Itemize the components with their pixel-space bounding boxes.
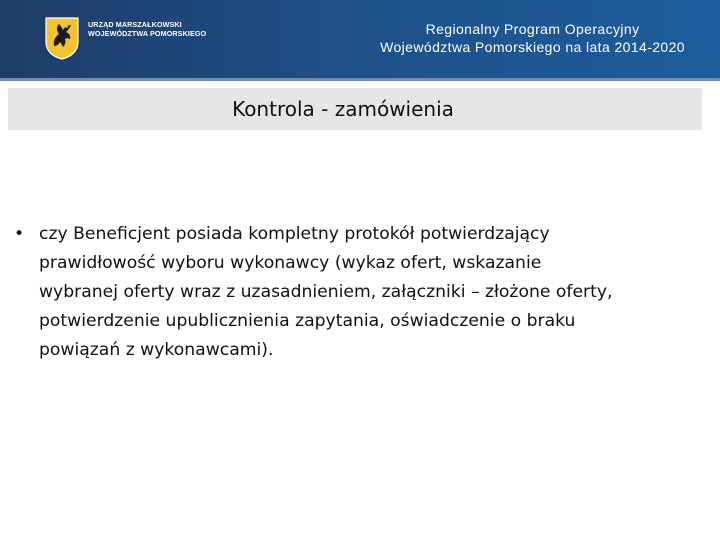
slide-title: Kontrola - zamówienia — [232, 97, 454, 121]
logo-text-line-1: URZĄD MARSZAŁKOWSKI — [88, 20, 182, 29]
bullet-line: wybranej oferty wraz z uzasadnieniem, załączniki – złożone oferty, — [39, 282, 613, 302]
bullet-line: czy Beneficjent posiada kompletny protokół potwierdzający — [39, 224, 550, 244]
bullet-line: powiązań z wykonawcami). — [39, 340, 274, 360]
logo-text-line-2: WOJEWÓDZTWA POMORSKIEGO — [88, 29, 207, 38]
program-title — [380, 20, 685, 56]
header-divider — [0, 78, 720, 81]
bullet-line: potwierdzenie upublicznienia zapytania, oświadczenie o braku — [39, 311, 576, 331]
bullet-dot: • — [14, 224, 25, 244]
logo-text — [88, 20, 206, 38]
bullet-line: prawidłowość wyboru wykonawcy (wykaz ofert, wskazanie — [39, 253, 542, 273]
header-banner — [0, 0, 720, 78]
program-title-line-1: Regionalny Program Operacyjny — [425, 21, 640, 37]
slide-content — [14, 220, 704, 365]
bullet-item — [14, 220, 704, 365]
program-title-line-2: Województwa Pomorskiego na lata 2014-2020 — [380, 39, 685, 55]
griffin-logo-icon — [44, 16, 80, 60]
